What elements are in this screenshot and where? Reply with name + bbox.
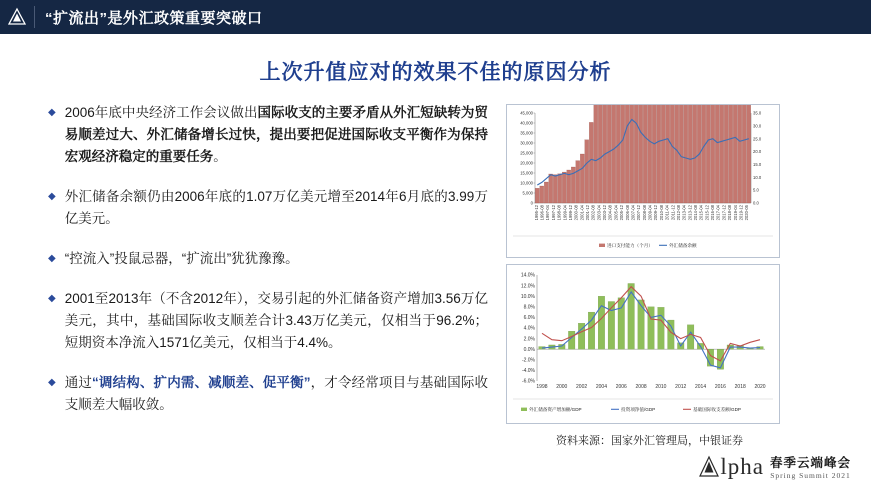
svg-text:2012: 2012 (675, 384, 687, 390)
svg-text:2012-08: 2012-08 (675, 205, 681, 221)
bullet-marker-icon: ◆ (48, 293, 56, 304)
brand-cn-text: 春季云端峰会 (769, 456, 851, 470)
svg-text:2000-08: 2000-08 (573, 205, 579, 221)
svg-text:25,000: 25,000 (520, 150, 533, 156)
svg-text:4.0%: 4.0% (523, 325, 535, 332)
svg-text:2003-12: 2003-12 (602, 205, 608, 221)
svg-text:2005-04: 2005-04 (613, 205, 619, 221)
svg-text:2006-08: 2006-08 (624, 205, 630, 221)
header-divider (34, 6, 35, 28)
svg-text:投资项净值/GDP: 投资项净值/GDP (621, 407, 656, 412)
bullet-segment: “控流入”投鼠忌器，“扩流出”犹犹豫豫。 (64, 251, 299, 266)
svg-text:2014-08: 2014-08 (693, 205, 698, 221)
svg-text:2013-12: 2013-12 (687, 205, 693, 221)
svg-text:0.0%: 0.0% (523, 346, 535, 353)
brand-wordmark (698, 454, 764, 480)
svg-text:2016: 2016 (714, 384, 726, 390)
svg-text:2019-04: 2019-04 (732, 205, 738, 221)
svg-text:2006: 2006 (615, 384, 627, 390)
svg-text:2008: 2008 (635, 384, 647, 390)
brand-subtitle (770, 453, 851, 480)
list-item (48, 102, 488, 168)
bullet-segment: 外汇储备余额仍由2006年底的1.07万亿美元增至2014年6月底的3.99万亿美元。 (64, 189, 488, 226)
svg-text:2017-12: 2017-12 (721, 205, 727, 221)
svg-text:-2.0%: -2.0% (521, 357, 535, 364)
page-title: 上次升值应对的效果不佳的原因分析 (259, 61, 612, 84)
bullet-marker-icon: ◆ (48, 107, 56, 118)
svg-text:35.0: 35.0 (753, 110, 762, 116)
bullet-segment: 2001至2013年（不含2012年），交易引起的外汇储备资产增加3.56万亿美元，其中，基础国际收支顺差合计3.43万亿美元，仅相当于96.2%；短期资本净流入1571亿美元，仅相当于4.4%。 (64, 291, 488, 350)
svg-text:20,000: 20,000 (520, 160, 533, 166)
header-title: “扩流出”是外汇政策重要突破口 (45, 9, 263, 27)
chart-canvas-top (507, 105, 779, 257)
svg-text:2002: 2002 (576, 384, 588, 390)
svg-text:外汇储备资产增加额/GDP: 外汇储备资产增加额/GDP (529, 407, 582, 412)
svg-text:2000: 2000 (556, 384, 568, 390)
svg-text:2008-08: 2008-08 (641, 205, 647, 221)
svg-text:0: 0 (530, 200, 533, 206)
svg-text:1999-04: 1999-04 (562, 205, 568, 221)
svg-text:45,000: 45,000 (520, 110, 533, 116)
svg-text:2001-04: 2001-04 (579, 205, 585, 221)
svg-text:14.0%: 14.0% (520, 272, 535, 279)
alpha-triangle-icon (698, 455, 720, 479)
svg-text:-4.0%: -4.0% (521, 368, 535, 375)
svg-text:40,000: 40,000 (520, 120, 533, 126)
svg-text:进口支付能力（个月）: 进口支付能力（个月） (607, 243, 653, 248)
bullet-text (65, 102, 488, 168)
svg-text:15.0: 15.0 (753, 162, 762, 168)
bullet-text (65, 372, 488, 416)
source-note: 资料来源：国家外汇管理局，中银证券 (556, 435, 743, 447)
svg-text:-6.0%: -6.0% (521, 378, 535, 385)
svg-text:5,000: 5,000 (522, 190, 533, 196)
svg-text:6.0%: 6.0% (523, 315, 535, 322)
svg-text:10.0%: 10.0% (520, 293, 535, 300)
bullet-marker-icon: ◆ (48, 191, 56, 202)
chart-fx-ratios-to-gdp (506, 264, 780, 424)
chart-fx-reserve-import-cover (506, 104, 780, 258)
svg-text:30,000: 30,000 (520, 140, 533, 146)
bullet-segment: 通过 (64, 375, 93, 390)
svg-text:1998-08: 1998-08 (556, 205, 562, 221)
brand-word-text: lpha (720, 454, 764, 479)
chart-canvas-bottom (507, 265, 779, 423)
bullet-segment: “调结构、扩内需、减顺差、促平衡” (92, 375, 311, 390)
svg-text:2013-04: 2013-04 (681, 205, 687, 221)
list-item (48, 186, 488, 230)
svg-text:0.0: 0.0 (753, 200, 759, 206)
svg-text:12.0%: 12.0% (520, 283, 535, 290)
svg-text:2010-08: 2010-08 (658, 205, 664, 221)
bullet-list (48, 102, 488, 434)
bullet-text (65, 248, 299, 270)
svg-text:2015-12: 2015-12 (704, 205, 710, 221)
svg-text:2018: 2018 (734, 384, 746, 390)
svg-text:25.0: 25.0 (753, 136, 762, 142)
bullet-segment: 。 (213, 149, 227, 164)
bullet-marker-icon: ◆ (48, 377, 56, 388)
svg-text:2004-08: 2004-08 (607, 205, 613, 221)
bullet-segment: 国际收支的主要矛盾从外汇短缺转为贸易顺差过大、外汇储备增长过快，提出要把促进国际收支平衡作为保持宏观经济稳定的重要任务 (64, 105, 488, 164)
svg-text:1998: 1998 (536, 384, 548, 390)
svg-text:2001-12: 2001-12 (585, 205, 590, 221)
svg-text:2004: 2004 (595, 384, 607, 390)
svg-text:2003-04: 2003-04 (596, 205, 602, 221)
bullet-text (65, 186, 488, 230)
svg-text:1996-08: 1996-08 (539, 205, 545, 221)
svg-text:2016-08: 2016-08 (710, 205, 716, 221)
svg-text:10.0: 10.0 (753, 174, 762, 180)
svg-text:2018-08: 2018-08 (727, 205, 733, 221)
list-item (48, 248, 488, 270)
svg-text:2015-04: 2015-04 (698, 205, 704, 221)
bullet-segment: 2006年底中央经济工作会议做出 (64, 105, 258, 120)
svg-text:2.0%: 2.0% (523, 336, 535, 343)
svg-text:1997-12: 1997-12 (550, 205, 556, 221)
svg-text:2014: 2014 (695, 384, 707, 390)
svg-text:2009-12: 2009-12 (653, 205, 659, 221)
svg-text:2009-04: 2009-04 (647, 205, 653, 221)
svg-text:2002-08: 2002-08 (590, 205, 596, 221)
svg-text:2020: 2020 (754, 384, 766, 390)
svg-text:1999-12: 1999-12 (567, 205, 573, 221)
footer-brand (698, 453, 851, 480)
svg-text:2007-04: 2007-04 (630, 205, 636, 221)
svg-text:5.0: 5.0 (753, 187, 759, 193)
svg-text:2005-12: 2005-12 (619, 205, 625, 221)
svg-text:2019-12: 2019-12 (738, 205, 744, 221)
bullet-marker-icon: ◆ (48, 253, 56, 264)
list-item (48, 372, 488, 416)
svg-text:基础国际收支差额/GDP: 基础国际收支差额/GDP (693, 407, 741, 412)
bullet-text (65, 288, 488, 354)
list-item (48, 288, 488, 354)
svg-text:2010: 2010 (655, 384, 667, 390)
svg-text:10,000: 10,000 (520, 180, 533, 186)
svg-text:2011-04: 2011-04 (664, 205, 670, 221)
svg-text:2017-04: 2017-04 (715, 205, 721, 221)
mountain-logo-icon (0, 0, 34, 34)
svg-text:20.0: 20.0 (753, 149, 762, 155)
svg-text:2011-12: 2011-12 (670, 205, 676, 221)
svg-text:1997-04: 1997-04 (545, 205, 551, 221)
svg-text:2020-05: 2020-05 (744, 205, 750, 221)
svg-text:30.0: 30.0 (753, 123, 762, 129)
svg-text:外汇储备余额: 外汇储备余额 (669, 243, 697, 248)
svg-text:2007-12: 2007-12 (636, 205, 642, 221)
svg-text:35,000: 35,000 (520, 130, 533, 136)
brand-en-text: Spring Summit 2021 (770, 471, 851, 480)
svg-text:8.0%: 8.0% (523, 304, 535, 311)
svg-text:1995-12: 1995-12 (533, 205, 539, 221)
slide-header (0, 0, 871, 34)
bullet-segment: ，才令经常项目与基础国际收支顺差大幅收敛。 (64, 375, 489, 412)
svg-text:15,000: 15,000 (520, 170, 533, 176)
